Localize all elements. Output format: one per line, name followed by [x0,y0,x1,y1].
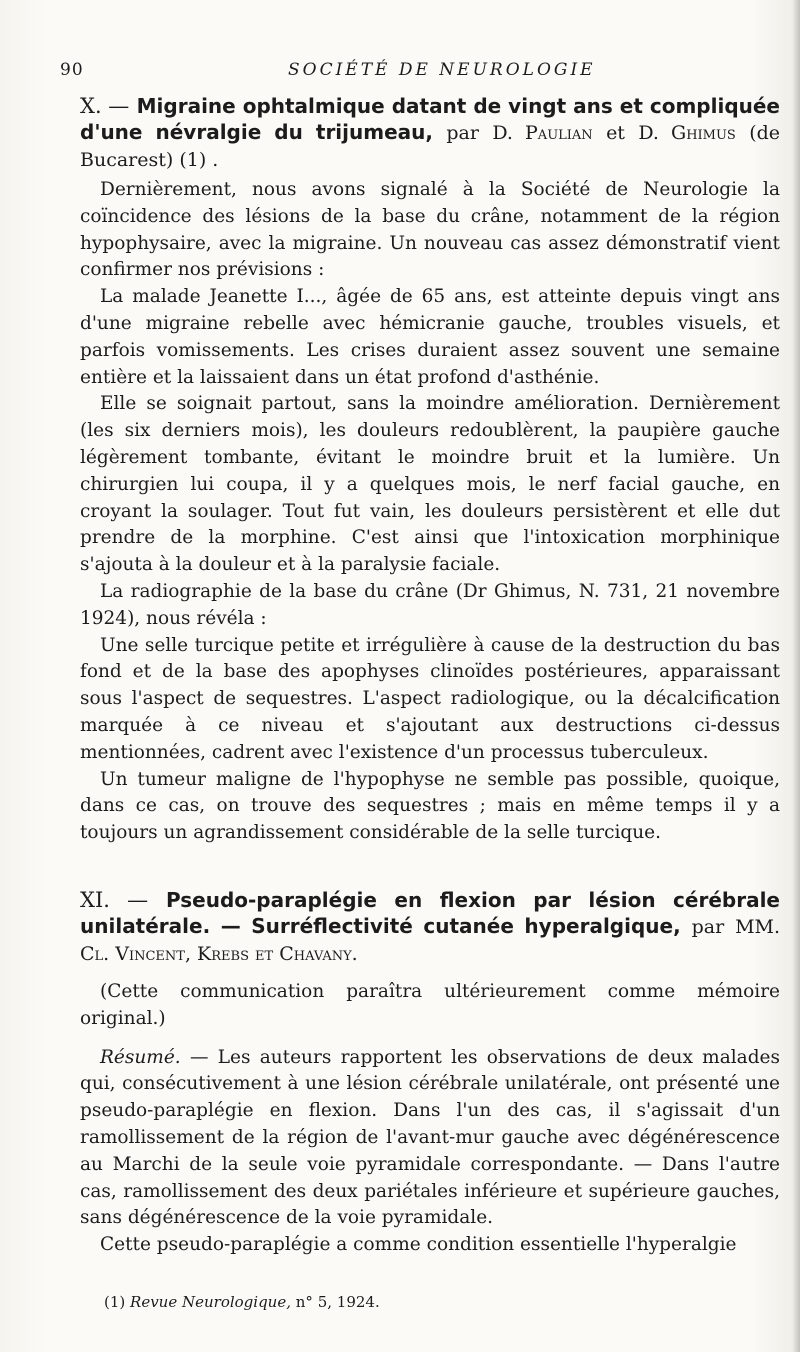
footnote-ref: n° 5, 1924. [295,1292,380,1311]
section-xi-last-line: Cette pseudo-paraplégie a comme condition essentielle l'hyperalgie [100,1234,737,1256]
footnote [80,1293,780,1311]
summary-text: — Les auteurs rapportent les observations de deux malades qui, consécutivement à une lésion cérébrale unilatérale, ont présenté une pseudo-paraplégie en flexion. Dans l'un des cas, il s'agissait d'un ramollissement de la région de l'avant-mur gauche avec dégénérescence au Marchi de la seule voie pyramidale correspondante. — Dans l'autre cas, ramollissement des deux pariétales inférieure et supérieure gauches, sans dégénérescence de la voie pyramidale. [80,1046,780,1229]
summary-label: Résumé. [100,1046,181,1068]
section-xi-note: (Cette communication paraîtra ultérieurement comme mémoire original.) [80,980,780,1029]
section-x-paragraph: La radiographie de la base du crâne (Dr Ghimus, N. 731, 21 novembre 1924), nous révéla : [80,580,780,629]
running-head [60,60,760,88]
section-x-title: Migraine ophtalmique datant de vingt ans et compliquée d'une névralgie du trijumeau, [80,94,780,144]
footnote-journal: Revue Neurologique, [130,1292,291,1311]
section-x-numeral: X. — [80,94,130,118]
page-edge-shadow [792,0,800,1352]
section-x-paragraph: Elle se soignait partout, sans la moindre amélioration. Dernièrement (les six derniers mois), les douleurs redoublèrent, la paupière gauche légèrement tombante, évitant le moindre bruit et la lumière. Un chirurgien lui coupa, il y a quelques mois, le nerf facial gauche, en croyant la soulager. Tout fut vain, les douleurs persistèrent et elle dut prendre de la morphine. C'est ainsi que l'intoxication morphinique s'ajouta à la douleur et à la paralysie faciale. [80,393,780,576]
section-xi-numeral: XI. — [80,887,149,912]
section-x-author-1: D. Paulian [492,122,593,144]
section-x-author-2: D. Ghimus [638,122,736,144]
section-xi-by: par [691,915,725,938]
section-xi-title: Pseudo-paraplégie en flexion par lésion cérébrale unilatérale. — Surréflectivité cutanée hyperalgique, [80,887,780,938]
section-x-by: par [446,122,479,144]
section-x-paragraph: Dernièrement, nous avons signalé à la Société de Neurologie la coïncidence des lésions de la base du crâne, notamment de la région hypophysaire, avec la migraine. Un nouveau cas assez démonstratif vient confirmer nos prévisions : [80,179,780,281]
section-xi-heading [80,887,780,967]
section-x-affiliation: (de Bucarest) (1) . [80,122,781,171]
section-x-paragraph: Une selle turcique petite et irrégulière à cause de la destruction du bas fond et de la base des apophyses clinoïdes postérieures, apparaissant sous l'aspect de sequestres. L'aspect radiologique, ou la décalcification marquée à ce niveau et s'ajoutant aux destructions ci-dessus mentionnées, cadrent avec l'existence d'un processus tuberculeux. [80,634,780,763]
section-xi-summary [80,1045,780,1233]
footnote-marker: (1) [104,1292,126,1311]
section-x-and: et [606,122,625,144]
section-x-paragraph: La malade Jeanette I..., âgée de 65 ans, est atteinte depuis vingt ans d'une migraine rebelle avec hémicranie gauche, troubles visuels, et parfois vomissements. Les crises duraient assez souvent une semaine entière et la laissaient dans un état profond d'asthénie. [80,286,780,388]
page-content [80,93,780,1311]
section-xi-authors: MM. Cl. Vincent, Krebs et Chavany. [80,915,781,965]
page-number: 90 [60,60,84,80]
journal-title: SOCIÉTÉ DE NEUROLOGIE [288,60,596,80]
section-x-paragraph: Un tumeur maligne de l'hypophyse ne semble pas possible, quoique, dans ce cas, on trouve des sequestres ; mais en même temps il y a toujours un agrandissement considérable de la selle turcique. [80,768,780,844]
section-x-heading [80,93,780,173]
